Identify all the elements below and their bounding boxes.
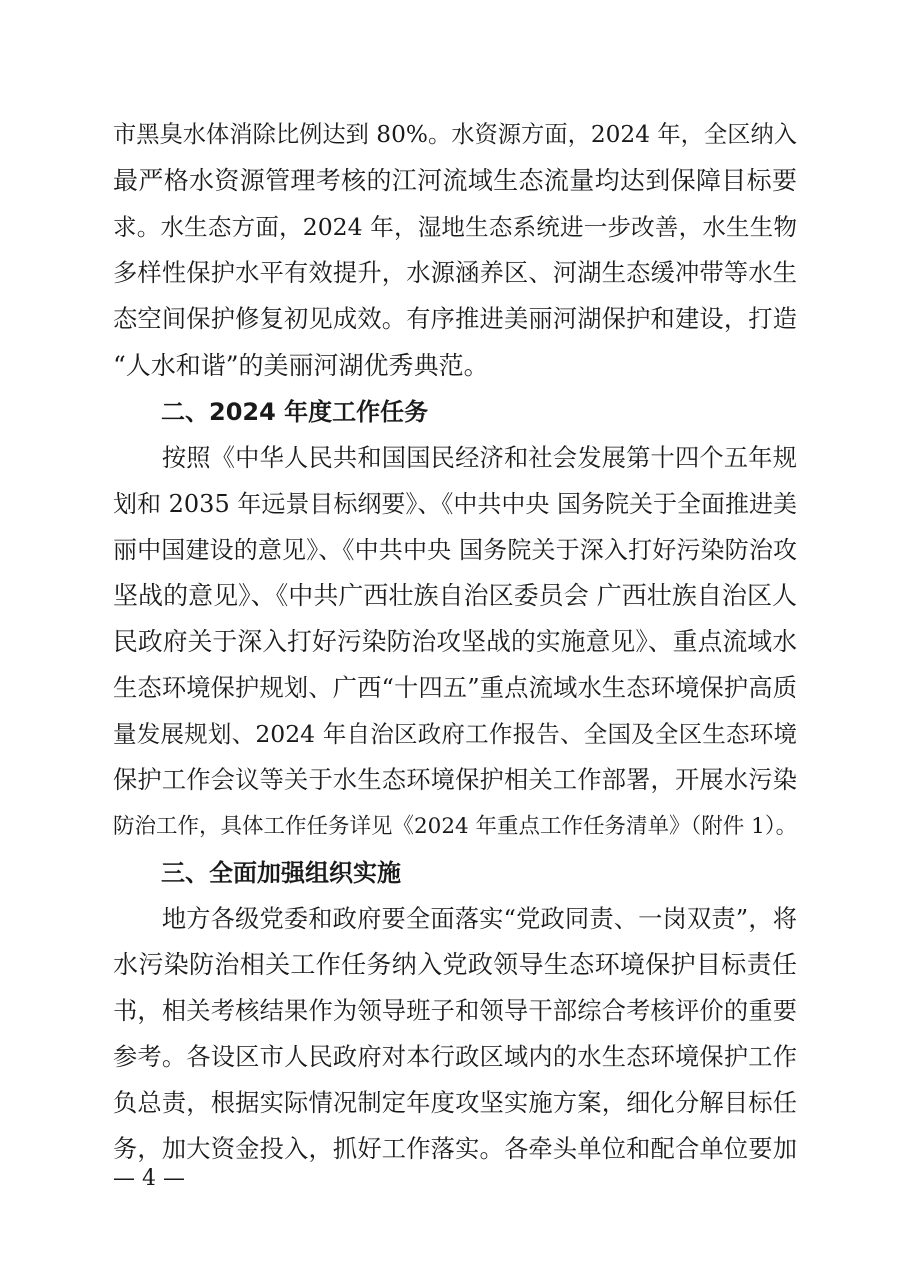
body-line: 态空间保护修复初见成效。有序推进美丽河湖保护和建设，打造 xyxy=(113,304,797,334)
body-line: 务，加大资金投入，抓好工作落实。各牵头单位和配合单位要加 xyxy=(113,1134,797,1164)
section-heading: 三、全面加强组织实施 xyxy=(113,858,401,887)
body-line: 参考。各设区市人民政府对本行政区域内的水生态环境保护工作 xyxy=(113,1042,797,1071)
body-line: 坚战的意见》、《中共广西壮族自治区委员会 广西壮族自治区人 xyxy=(113,581,797,610)
body-line: 书，相关考核结果作为领导班子和领导干部综合考核评价的重要 xyxy=(113,995,797,1025)
page-number: — 4 — xyxy=(113,1166,185,1191)
body-line: 最严格水资源管理考核的江河流域生态流量均达到保障目标要 xyxy=(113,166,797,196)
body-line: 划和 2035 年远景目标纲要》、《中共中央 国务院关于全面推进美 xyxy=(113,489,797,518)
body-line: 负总责，根据实际情况制定年度攻坚实施方案，细化分解目标任 xyxy=(113,1088,797,1118)
body-line: 丽中国建设的意见》、《中共中央 国务院关于深入打好污染防治攻 xyxy=(113,535,797,564)
body-line: 地方各级党委和政府要全面落实“党政同责、一岗双责”，将 xyxy=(113,903,797,933)
body-line: 水污染防治相关工作任务纳入党政领导生态环境保护目标责任 xyxy=(113,949,797,979)
body-line: “人水和谐”的美丽河湖优秀典范。 xyxy=(113,350,489,380)
section-heading: 二、2024 年度工作任务 xyxy=(113,397,429,426)
body-line: 保护工作会议等关于水生态环境保护相关工作部署，开展水污染 xyxy=(113,765,797,795)
body-line: 市黑臭水体消除比例达到 80%。水资源方面，2024 年，全区纳入 xyxy=(113,121,797,148)
body-line: 生态环境保护规划、广西“十四五”重点流域水生态环境保护高质 xyxy=(113,673,797,703)
body-line: 按照《中华人民共和国国民经济和社会发展第十四个五年规 xyxy=(113,442,797,472)
body-line: 防治工作，具体工作任务详见《2024 年重点工作任务清单》（附件 1）。 xyxy=(113,813,798,839)
body-line: 多样性保护水平有效提升，水源涵养区、河湖生态缓冲带等水生 xyxy=(113,258,797,288)
body-line: 求。水生态方面，2024 年，湿地生态系统进一步改善，水生生物 xyxy=(113,213,797,242)
body-line: 民政府关于深入打好污染防治攻坚战的实施意见》、重点流域水 xyxy=(113,627,797,657)
body-line: 量发展规划、2024 年自治区政府工作报告、全国及全区生态环境 xyxy=(113,720,797,749)
